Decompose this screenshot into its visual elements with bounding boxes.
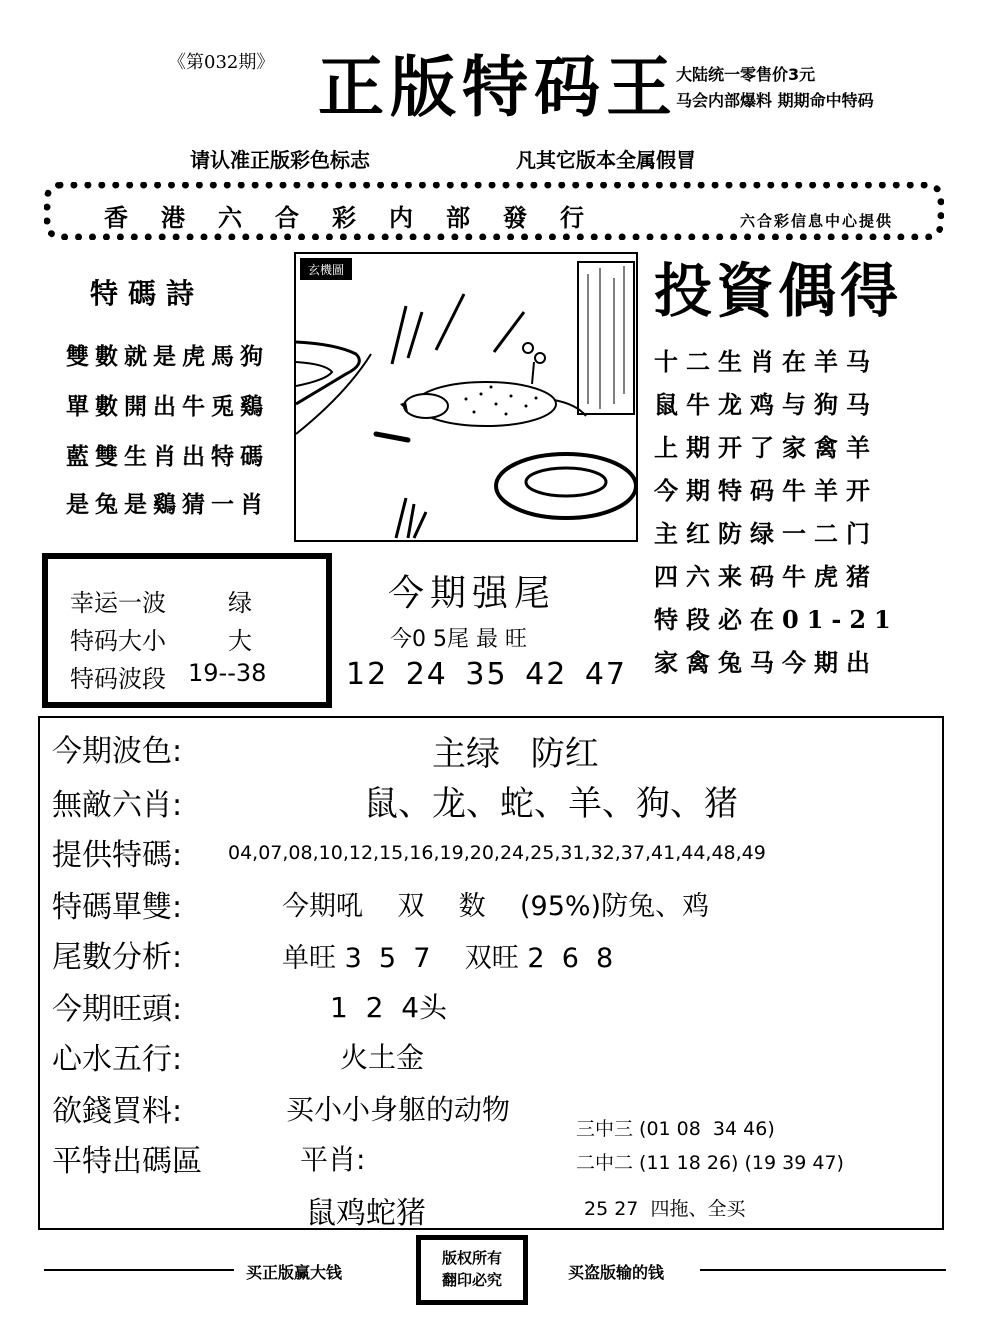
flat-zodiac-label: 平肖: [300, 1143, 366, 1176]
six-zodiac-label: 無敵六肖: [52, 788, 183, 823]
footer-left-text: 买正版赢大钱 [246, 1263, 343, 1282]
right-poem-line: 主红防绿一二门 [654, 519, 878, 548]
riddle-illustration [294, 252, 638, 542]
footer-right-text: 买盗版输的钱 [568, 1263, 665, 1282]
provide-code-label: 提供特碼: [52, 838, 183, 873]
flat-zone-label: 平特出碼區 [52, 1144, 202, 1179]
poem-title: 特碼詩 [90, 277, 205, 310]
lucky-range-value: 19--38 [188, 659, 267, 687]
lucky-size-value: 大 [228, 627, 252, 655]
two-of-two: 二中二 (11 18 26) (19 39 47) [576, 1152, 844, 1174]
banner-main-text: 香港六合彩内部發行 [104, 203, 617, 232]
wave-color-value: 主绿 防红 [432, 734, 599, 774]
copyright-line1: 版权所有 [441, 1249, 502, 1267]
odd-even-label: 特碼單雙: [52, 890, 183, 925]
poem-line: 是兔是鷄猜一肖 [66, 491, 269, 518]
five-element-value: 火土金 [340, 1041, 425, 1074]
footer-line-right [700, 1269, 946, 1271]
copyright-box [416, 1235, 528, 1305]
price-text: 大陆统一零售价3元 [676, 65, 816, 84]
banner-small-text: 六合彩信息中心提供 [740, 212, 894, 230]
lucky-size-label: 特码大小 [70, 627, 166, 655]
footer-line-left [44, 1269, 234, 1271]
lucky-wave-value: 绿 [228, 589, 252, 617]
page-title: 正版特码王 [318, 48, 678, 126]
right-poem-line: 四六来码牛虎猪 [654, 562, 878, 591]
right-poem-line: 家禽兔马今期出 [654, 648, 878, 677]
three-of-three: 三中三 (01 08 34 46) [576, 1118, 775, 1140]
right-poem-line: 今期特码牛羊开 [654, 476, 878, 505]
drag-bet: 25 27 四拖、全买 [584, 1198, 746, 1220]
investment-title: 投資偶得 [654, 257, 903, 325]
tail-analysis-label: 尾數分析: [52, 940, 183, 975]
strong-tail-numbers: 12 24 35 42 47 [346, 657, 628, 692]
buy-info-label: 欲錢買料: [52, 1094, 183, 1129]
wave-color-label: 今期波色: [52, 734, 183, 769]
six-zodiac-value: 鼠、龙、蛇、羊、狗、猪 [364, 784, 738, 824]
provide-code-value: 04,07,08,10,12,15,16,19,20,24,25,31,32,37,41,44,48,49 [228, 842, 766, 864]
strong-tail-title: 今期强尾 [388, 573, 557, 614]
poem-line: 藍雙生肖出特碼 [66, 443, 269, 470]
flat-zodiac-value: 鼠鸡蛇猪 [306, 1196, 426, 1231]
right-poem-line: 特段必在01-21 [654, 605, 899, 634]
buy-info-value: 买小小身躯的动物 [286, 1093, 511, 1126]
strong-tail-sub: 今0 5尾 最 旺 [390, 627, 527, 652]
right-poem-line: 鼠牛龙鸡与狗马 [654, 390, 878, 419]
copyright-line2: 翻印必究 [441, 1271, 502, 1289]
tail-analysis-value: 单旺 3 5 7 双旺 2 6 8 [282, 943, 614, 974]
stamp-label: 玄機圖 [307, 263, 345, 277]
hot-head-value: 1 2 4头 [330, 991, 448, 1024]
counterfeit-notice: 凡其它版本全属假冒 [516, 148, 696, 172]
five-element-label: 心水五行: [52, 1042, 183, 1077]
lucky-wave-label: 幸运一波 [70, 589, 166, 617]
odd-even-value: 今期吼 双 数 (95%)防兔、鸡 [282, 891, 710, 922]
poem-line: 雙數就是虎馬狗 [66, 343, 269, 370]
issue-number: 《第032期》 [168, 52, 275, 73]
hot-head-label: 今期旺頭: [52, 992, 183, 1027]
authentic-notice: 请认准正版彩色标志 [190, 148, 370, 172]
tagline-text: 马会内部爆料 期期命中特码 [676, 91, 874, 110]
poem-line: 單數開出牛兎鷄 [66, 393, 269, 420]
right-poem-line: 十二生肖在羊马 [654, 347, 878, 376]
lucky-range-label: 特码波段 [70, 665, 166, 693]
dog-drawing-icon [296, 254, 636, 540]
right-poem-line: 上期开了家禽羊 [654, 433, 878, 462]
